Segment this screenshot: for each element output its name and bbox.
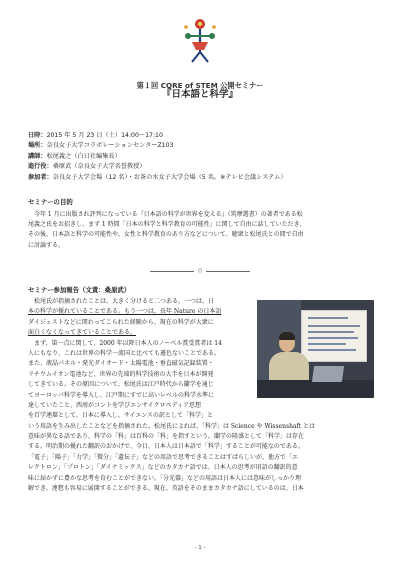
report-line-text: 意味が異なる語であり、科学の「科」は百科の「科」を指すという。蘭学の隆盛として「科学」は存在	[28, 433, 305, 441]
date-value: 2015 年 5 月 23 日（土）14:00〜17:10	[46, 132, 163, 139]
report-line-text: いう用語を生み出したことなどを指摘された。松尾氏によれば、「科学」は Science や Wissenshaft とは	[28, 422, 316, 430]
section-divider	[150, 268, 250, 274]
report-line	[28, 328, 253, 338]
moderator-value: 桑原武（奈良女子大学名誉教授）	[52, 163, 146, 171]
report-line-text: 解でき、連想も容易に展開することができる。現在、英語をそのままカタカナ語にしているのは、日本	[28, 485, 304, 493]
report-line	[28, 422, 373, 432]
report-line	[28, 474, 373, 484]
speaker-label: 講師：	[28, 152, 47, 160]
divider-ornament-icon: ◇	[197, 267, 203, 274]
report-line	[28, 411, 253, 421]
report-line	[28, 349, 253, 359]
report-body	[28, 297, 373, 494]
report-line	[28, 453, 373, 463]
report-line	[28, 318, 253, 328]
purpose-heading: セミナーの目的	[28, 198, 73, 206]
report-line-text: 人にもなり、これは世界の科学一流国と比べても遜色ないことである。	[28, 349, 221, 357]
report-line-text: まず、第一点に関して、2000 年以降日本人のノーベル賞受賞者は 14	[28, 339, 222, 347]
divider-line-left	[150, 271, 194, 272]
purpose-line: 尾義之氏をお招きし、まず 1 時間「日本の科学と科学教育の可能性」に関して自由に話していただき、	[28, 221, 306, 229]
report-line-text: また、液晶パネル・発光ダイオード・太陽電池・垂直磁気記録装置・	[28, 360, 214, 368]
report-line	[28, 380, 253, 390]
report-line	[28, 359, 253, 369]
core-of-stem-logo-icon	[182, 18, 218, 64]
report-line	[28, 307, 253, 317]
info-row-place	[28, 141, 378, 151]
participants-label: 参加者：	[28, 173, 53, 181]
report-line	[28, 297, 253, 307]
report-line	[28, 463, 373, 473]
report-line-text: 達していたこと、西周がコントを学びエンサイクロペディア思想	[28, 401, 201, 409]
date-label: 日時：	[28, 132, 47, 139]
report-heading: セミナー参加報告（文責：桑原武）	[28, 286, 131, 294]
purpose-line: に討論する。	[28, 241, 65, 249]
report-line-text: 松尾氏が指摘されたことは、大きく分けると二つある。一つは、日	[28, 298, 215, 305]
purpose-line: その後、日本語と科学の可能性や、女性と科学教育のあり方などについて、聴衆と松尾氏との間で自由	[28, 231, 304, 239]
report-line-text: を百学連環として、日本に導入し、サイエンスの訳として「科学」と	[28, 412, 214, 420]
purpose-paragraph	[28, 210, 373, 251]
moderator-label: 進行役：	[28, 163, 53, 171]
report-line	[28, 484, 373, 494]
info-row-participants	[28, 173, 378, 183]
place-label: 場所：	[28, 142, 47, 150]
report-line-text: ダイジェストなどに関わってこられた経験から、現在の科学が大衆に	[28, 318, 214, 326]
divider-line-right	[206, 271, 250, 272]
report-line	[28, 370, 253, 380]
speaker-value: 松尾義之（白日社編集長）	[46, 152, 121, 160]
report-line-text: 本の科学が優れていることである。もう一つは、長年 Nature の日本語	[28, 308, 222, 316]
report-line	[28, 391, 253, 401]
report-line-text: 面白くなくなってきていることである。	[28, 329, 137, 337]
info-row-moderator	[28, 162, 378, 172]
report-line-text: てヨーロッパ科学を導入し、江戸期にすでに高いレベルの科学水準に	[28, 391, 215, 399]
page-number: - 1 -	[194, 545, 206, 551]
participants-value: 奈良女子大学会場（12 名）・お茶の水女子大学会場（5 名。※テレビ会議システム）	[52, 173, 287, 181]
page-title: 『日本語と科学』	[161, 89, 238, 100]
info-row-date	[28, 131, 378, 141]
info-row-speaker	[28, 152, 378, 162]
report-line	[28, 401, 253, 411]
event-info	[28, 131, 378, 183]
report-line-text: リチウムイオン電池など、世界の先端的科学技術の大半を日本が開発	[28, 370, 214, 378]
report-line	[28, 339, 253, 349]
place-value: 奈良女子大学コラボレーションセンターZ103	[46, 142, 174, 150]
report-line	[28, 442, 373, 452]
report-line-text: 味に届かずに豊かな思考を育むことができない。「分光器」などの用語は日本人には意味がしっかり理	[28, 474, 302, 482]
purpose-line: 今年 1 月に出版され評判になっている『日本語の科学が世界を変える』（筑摩選書）の著者である松	[28, 211, 303, 218]
report-line	[28, 432, 373, 442]
report-line-text: 「電子」「陽子」「力学」「微分」「遺伝子」などの用語で思考できることはすばらしいが、他方で「エ	[28, 453, 299, 461]
report-line-text: レクトロン」「プロトン」「ダイナミックス」などのカタカナ語では、日本人の思考が用語の翻訳的意	[28, 464, 298, 472]
report-line-text: する。明治期の優れた翻訳のおかげで、今日、日本人は日本語で「科学」することが可能なのである。	[28, 443, 304, 451]
seminar-line: 第１回 CORE of STEM 公開セミナー	[136, 81, 264, 90]
report-line-text: してきている。その原因について、松尾氏は江戸時代から蘭学を通じ	[28, 381, 214, 389]
